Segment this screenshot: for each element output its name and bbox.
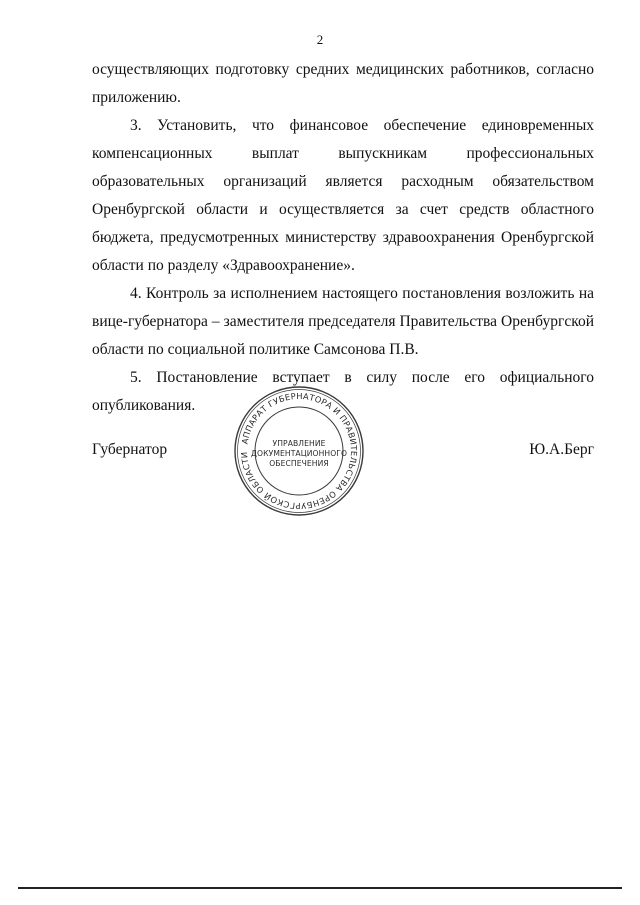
page-bottom-rule (18, 887, 622, 889)
document-body (92, 56, 594, 420)
paragraph-item-4: 4. Контроль за исполнением настоящего постановления возложить на вице-губернатора – заместителя председателя Правительства Оренбургской области по социальной политике Самсонова П.В. (92, 285, 594, 358)
paragraph-item-5: 5. Постановление вступает в силу после его официального опубликования. (92, 369, 594, 414)
page-number: 2 (316, 32, 324, 47)
seal-center-line: УПРАВЛЕНИЕ (272, 439, 326, 448)
signatory-name: Ю.А.Берг (529, 441, 594, 458)
paragraph-item-3: 3. Установить, что финансовое обеспечение единовременных компенсационных выплат выпускникам профессиональных образовательных организаций является расходным обязательством Оренбургской области и осуществляется за счет средств областного бюджета, предусмотренных министерству здравоохранения Оренбургской области по разделу «Здравоохранение». (92, 117, 594, 274)
seal-center-text (251, 439, 347, 469)
signatory-title: Губернатор (92, 441, 168, 458)
paragraph-continuation: осуществляющих подготовку средних медицинских работников, согласно приложению. (92, 61, 594, 106)
seal-ring-text: АППАРАТ ГУБЕРНАТОРА И ПРАВИТЕЛЬСТВА ОРЕНБУРГСКОЙ ОБЛАСТИ (238, 390, 360, 512)
seal-center-line: ОБЕСПЕЧЕНИЯ (269, 459, 329, 468)
official-seal (231, 383, 367, 519)
seal-center-line: ДОКУМЕНТАЦИОННОГО (251, 449, 348, 458)
